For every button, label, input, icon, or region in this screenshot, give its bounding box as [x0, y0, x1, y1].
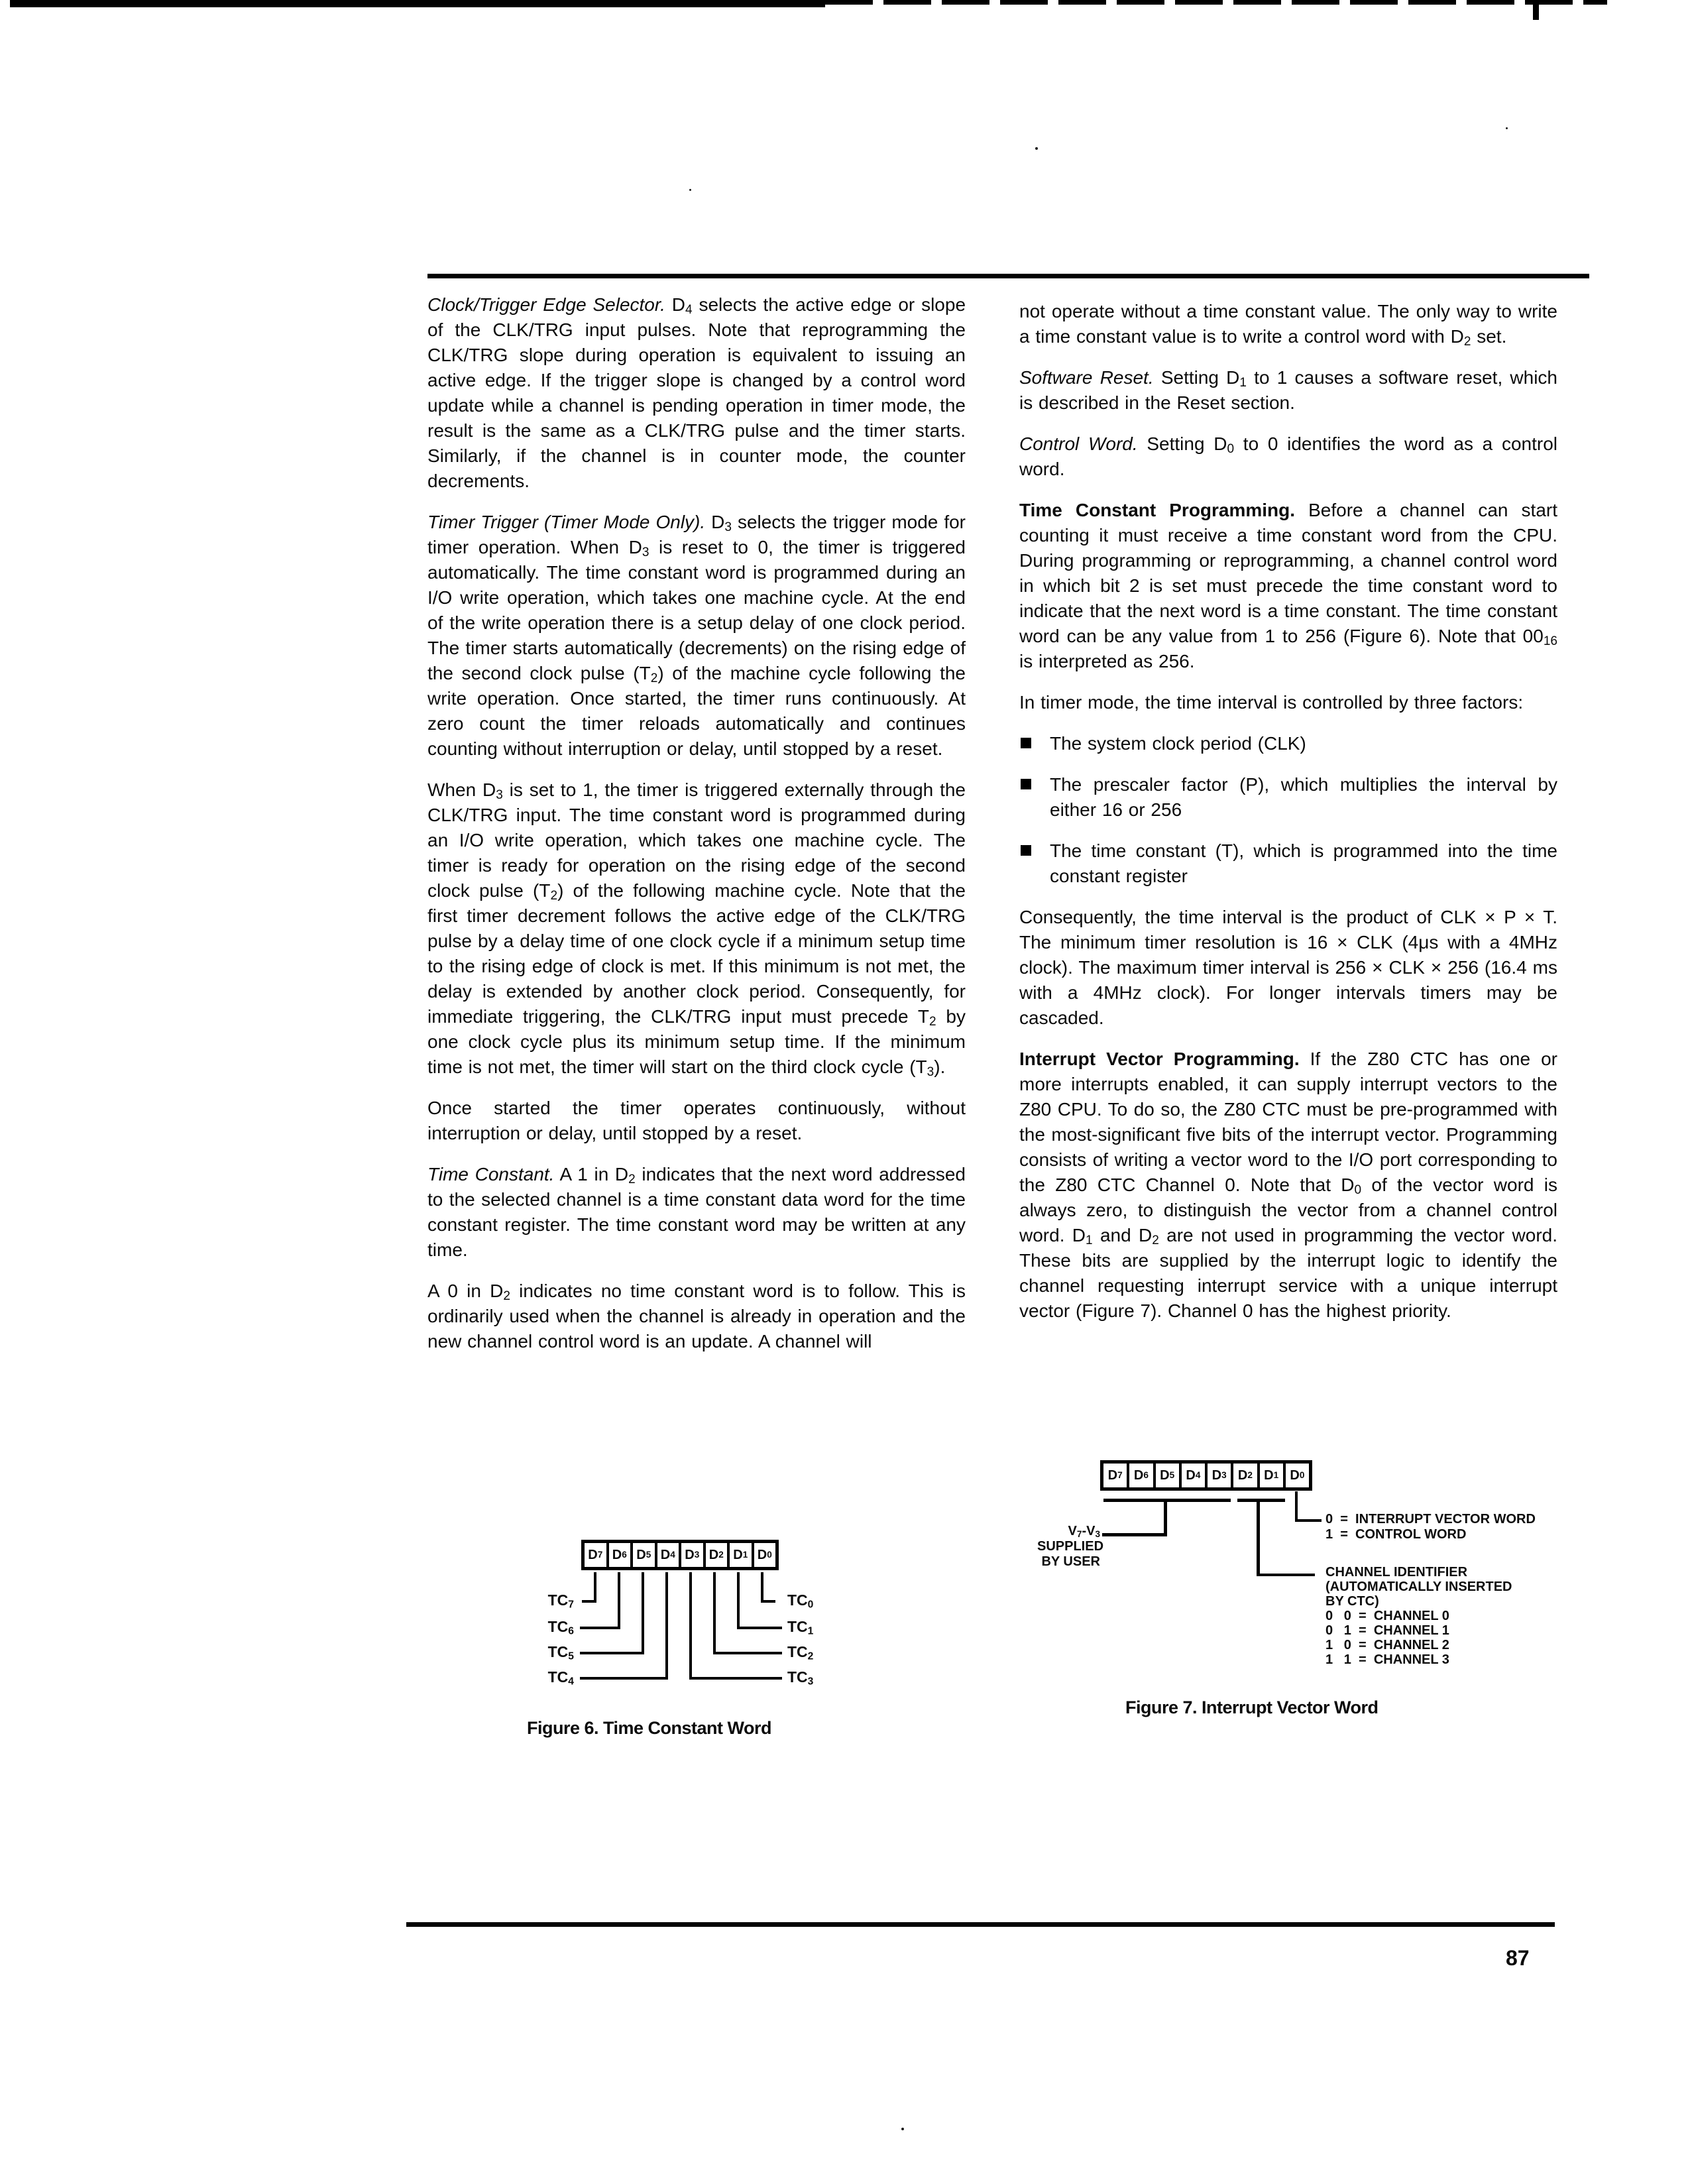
bit-cell: D 0	[757, 1547, 772, 1562]
timer-factor-bullet	[1019, 731, 1557, 756]
connector-line	[665, 1572, 668, 1680]
timer-factor-bullet	[1019, 838, 1557, 889]
connector-line	[582, 1600, 596, 1603]
bit-cell: D 7	[585, 1543, 609, 1567]
bit-cell: D 6	[1129, 1464, 1155, 1487]
connector-line	[642, 1572, 644, 1654]
legend-line: 0 = INTERRUPT VECTOR WORD	[1325, 1512, 1536, 1526]
bit-cell: D 2	[706, 1543, 730, 1567]
bit-cell: D 4	[1182, 1464, 1208, 1487]
d0-word-type-legend	[1325, 1512, 1536, 1542]
bullet-square-icon	[1021, 845, 1031, 856]
bullet-text: The time constant (T), which is programmed into the time constant register	[1050, 840, 1557, 886]
bit-cell: D 5	[633, 1543, 657, 1567]
paragraph: Clock/Trigger Edge Selector. $D_4$ selects the active edge or slope of the CLK/TRG input pulses. Note that reprogramming the CLK/TRG slope during operation is equivalent to issuing an active edge. If the trigger slope is changed by a control word update while a channel is pending operation in timer mode, the result is the same as a CLK/TRG pulse and the timer starts. Similarly, if the channel is in counter mode, the counter decrements.	[427, 294, 966, 491]
legend-line: 1 = CONTROL WORD	[1325, 1527, 1467, 1542]
connector-line	[761, 1600, 775, 1603]
scan-artifact-tick	[1533, 0, 1539, 20]
right-column-top-paragraphs	[1019, 299, 1557, 715]
scan-artifact-top-dashes	[825, 0, 1607, 5]
tc6-label: $TC_6$	[547, 1618, 574, 1637]
connector-line	[689, 1572, 692, 1680]
paragraph: Consequently, the time interval is the product of CLK × P × T. The minimum timer resolution is 16 × CLK (4μs with a 4MHz clock). The maximum timer interval is 256 × CLK × 256 (16.4 ms with a 4MHz clock). For longer intervals timers may be cascaded.	[1019, 907, 1557, 1028]
legend-line: BY CTC)	[1325, 1594, 1379, 1609]
legend-line: $V_7-V_3$	[1068, 1524, 1100, 1539]
legend-line: CHANNEL IDENTIFIER	[1325, 1565, 1468, 1580]
right-column	[1019, 299, 1557, 1340]
connector-line	[692, 1677, 782, 1680]
paragraph-lead: Interrupt Vector Programming.	[1019, 1049, 1300, 1069]
legend-line: 1 0 = CHANNEL 2	[1325, 1638, 1449, 1652]
tc5-label: $TC_5$	[547, 1643, 574, 1662]
left-column	[427, 292, 966, 1370]
footer-rule	[406, 1922, 1555, 1927]
connector-line	[580, 1677, 668, 1680]
connector-line	[580, 1652, 644, 1654]
bit-cell: D 0	[1290, 1467, 1305, 1483]
bit-cell: D 2	[1233, 1464, 1259, 1487]
paragraph-lead: Time Constant.	[427, 1164, 555, 1184]
legend-line: BY USER	[1041, 1554, 1100, 1569]
figure7-bit-register	[1100, 1460, 1312, 1491]
scan-speck	[1035, 147, 1038, 150]
bit-cell: D 7	[1103, 1464, 1129, 1487]
tc0-label: $TC_0$	[787, 1591, 814, 1611]
bit-cell: D 4	[657, 1543, 682, 1567]
paragraph: Interrupt Vector Programming. If the Z80 CTC has one or more interrupts enabled, it can supply interrupt vectors to the Z80 CPU. To do so, the Z80 CTC must be pre-programmed with the most-significant five bits of the interrupt vector. Programming consists of writing a vector word to the I/O port corresponding to the Z80 CTC Channel 0. Note that $D_0$ of the vector word is always zero, to distinguish the vector from a channel control word. $D_1$ and $D_2$ are not used in programming the vector word. These bits are supplied by the interrupt logic to identify the channel requesting interrupt service with a unique interrupt vector (Figure 7). Channel 0 has the highest priority.	[1019, 1049, 1557, 1321]
channel-identifier-legend	[1325, 1565, 1512, 1667]
connector-line	[1295, 1519, 1322, 1522]
legend-line: SUPPLIED	[1037, 1539, 1104, 1554]
connector-line	[740, 1627, 782, 1629]
tc4-label: $TC_4$	[547, 1668, 574, 1688]
connector-line	[1257, 1574, 1315, 1576]
tc1-label: $TC_1$	[787, 1618, 814, 1637]
paragraph: Once started the timer operates continuously, without interruption or delay, until stopped by a reset.	[427, 1098, 966, 1143]
paragraph: Time Constant Programming. Before a channel can start counting it must receive a time constant word from the CPU. During programming or reprogramming, a channel control word in which bit 2 is set must precede the time constant word to indicate that the next word is a time constant. The time constant word can be any value from 1 to 256 (Figure 6). Note that $00_{16}$ is interpreted as 256.	[1019, 500, 1557, 671]
connector-line	[1237, 1499, 1285, 1502]
connector-line	[737, 1572, 740, 1629]
scan-artifact-top-bar	[10, 0, 825, 7]
paragraph-lead: Timer Trigger (Timer Mode Only).	[427, 512, 706, 532]
page-number: 87	[1506, 1946, 1530, 1970]
bullet-text: The system clock period (CLK)	[1050, 733, 1306, 754]
bit-cell: D 6	[609, 1543, 634, 1567]
user-supplied-label	[1037, 1524, 1104, 1570]
legend-line: 0 0 = CHANNEL 0	[1325, 1609, 1449, 1623]
scan-speck	[1506, 127, 1508, 129]
figure7-interrupt-vector-word	[1037, 1455, 1644, 1747]
bullet-square-icon	[1021, 779, 1031, 789]
tc7-label: $TC_7$	[547, 1591, 574, 1611]
connector-line	[716, 1652, 782, 1654]
connector-line	[1103, 1499, 1231, 1502]
figure6-time-constant-word	[524, 1535, 842, 1741]
figure7-caption: Figure 7. Interrupt Vector Word	[1125, 1697, 1379, 1717]
paragraph-lead: Control Word.	[1019, 433, 1138, 454]
connector-line	[761, 1572, 763, 1603]
legend-line: 1 1 = CHANNEL 3	[1325, 1652, 1449, 1667]
tc3-label: $TC_3$	[787, 1668, 814, 1688]
right-column-bottom-paragraphs	[1019, 905, 1557, 1324]
figure6-caption: Figure 6. Time Constant Word	[527, 1718, 772, 1738]
bullet-square-icon	[1021, 738, 1031, 748]
paragraph: not operate without a time constant value. The only way to write a time constant value is to write a control word with $D_2$ set.	[1019, 301, 1557, 349]
connector-line	[1257, 1499, 1260, 1576]
timer-factor-bullet	[1019, 772, 1557, 823]
bullet-text: The prescaler factor (P), which multiplies the interval by either 16 or 256	[1050, 774, 1557, 820]
bit-cell: D 5	[1156, 1464, 1182, 1487]
scan-speck	[689, 189, 691, 191]
paragraph: Software Reset. Setting $D_1$ to 1 causes a software reset, which is described in the Reset section.	[1019, 367, 1557, 413]
scan-speck	[901, 2128, 904, 2130]
paragraph-lead: Clock/Trigger Edge Selector.	[427, 294, 665, 315]
connector-line	[1295, 1491, 1298, 1522]
figure6-bit-register	[581, 1540, 779, 1570]
paragraph: When $D_3$ is set to 1, the timer is triggered externally through the CLK/TRG input. The time constant word is programmed during an I/O write operation, which takes one machine cycle. The timer is ready for operation on the rising edge of the second clock pulse $(T_2)$ of the following machine cycle. Note that the first timer decrement follows the active edge of the CLK/TRG pulse by a delay time of one clock cycle if a minimum setup time to the rising edge of clock is met. If this minimum is not met, the delay is extended by another clock period. Consequently, for immediate triggering, the CLK/TRG input must precede $T_2$ by one clock cycle plus its minimum setup time. If the minimum time is not met, the timer will start on the third clock cycle $(T_3)$.	[427, 779, 966, 1080]
paragraph: A 0 in $D_2$ indicates no time constant word is to follow. This is ordinarily used when the channel is already in operation and the new channel control word is an update. A channel will	[427, 1281, 966, 1351]
paragraph-lead: Software Reset.	[1019, 367, 1154, 388]
bit-cell: D 1	[1260, 1464, 1286, 1487]
legend-line: 0 1 = CHANNEL 1	[1325, 1623, 1449, 1638]
timer-factor-list	[1019, 731, 1557, 889]
connector-line	[1164, 1499, 1167, 1536]
paragraph: Time Constant. A 1 in $D_2$ indicates that the next word addressed to the selected channel is a time constant data word for the time constant register. The time constant word may be written at any time.	[427, 1164, 966, 1260]
connector-line	[713, 1572, 716, 1654]
bit-cell: D 1	[730, 1543, 754, 1567]
connector-line	[1102, 1533, 1167, 1536]
bit-cell: D 3	[681, 1543, 706, 1567]
connector-line	[618, 1572, 620, 1629]
connector-line	[580, 1627, 620, 1629]
connector-line	[594, 1572, 596, 1603]
paragraph-lead: Time Constant Programming.	[1019, 500, 1296, 520]
paragraph: Timer Trigger (Timer Mode Only). $D_3$ selects the trigger mode for timer operation. When $D_3$ is reset to 0, the timer is triggered automatically. The time constant word is programmed during an I/O write operation, which takes one machine cycle. At the end of the write operation there is a setup delay of one clock period. The timer starts automatically (decrements) on the rising edge of the second clock pulse $(T_2)$ of the machine cycle following the write operation. Once started, the timer runs continuously. At zero count the timer reloads automatically and continues counting without interruption or delay, until stopped by a reset.	[427, 512, 966, 759]
header-rule	[427, 274, 1589, 278]
tc2-label: $TC_2$	[787, 1643, 814, 1662]
paragraph: Control Word. Setting $D_0$ to 0 identifies the word as a control word.	[1019, 433, 1558, 479]
paragraph: In timer mode, the time interval is controlled by three factors:	[1019, 692, 1524, 713]
bit-cell: D 3	[1208, 1464, 1233, 1487]
legend-line: (AUTOMATICALLY INSERTED	[1325, 1580, 1512, 1594]
